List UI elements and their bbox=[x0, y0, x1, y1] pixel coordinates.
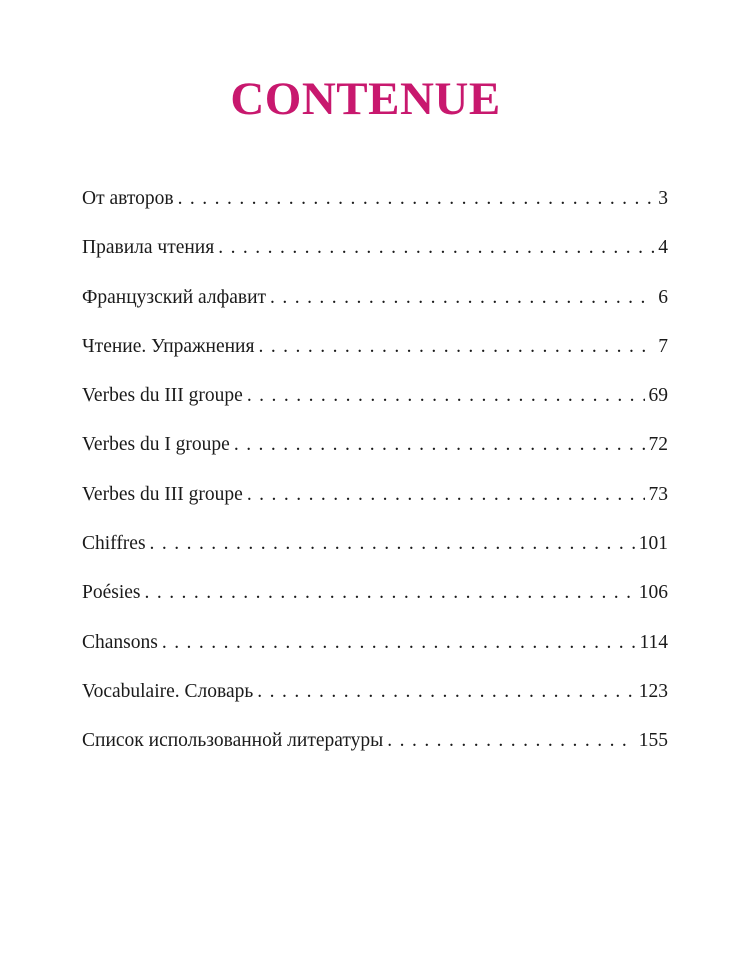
dot-leader bbox=[387, 730, 634, 752]
dot-leader bbox=[270, 287, 654, 309]
toc-entry-label: Чтение. Упражнения bbox=[82, 335, 255, 357]
toc-entry bbox=[82, 484, 668, 533]
dot-leader bbox=[234, 434, 645, 456]
toc-entry-label: Verbes du III groupe bbox=[82, 385, 243, 407]
dot-leader bbox=[145, 582, 635, 604]
toc-entry bbox=[82, 632, 668, 681]
dot-leader bbox=[162, 632, 636, 654]
dot-leader bbox=[218, 237, 654, 259]
table-of-contents bbox=[82, 188, 668, 780]
toc-entry bbox=[82, 434, 668, 483]
toc-entry-label: Правила чтения bbox=[82, 237, 215, 259]
toc-entry bbox=[82, 533, 668, 582]
toc-entry-label: Chansons bbox=[82, 631, 158, 653]
toc-entry bbox=[82, 730, 668, 779]
toc-entry-page: 73 bbox=[648, 483, 668, 505]
toc-entry-label: Verbes du I groupe bbox=[82, 434, 230, 456]
toc-entry bbox=[82, 336, 668, 385]
toc-entry-label: Verbes du III groupe bbox=[82, 483, 243, 505]
toc-entry-page: 6 bbox=[658, 286, 668, 308]
dot-leader bbox=[257, 681, 634, 703]
toc-entry-page: 69 bbox=[648, 385, 668, 407]
toc-entry-page: 3 bbox=[658, 188, 668, 209]
dot-leader bbox=[247, 484, 645, 506]
toc-entry-page: 4 bbox=[658, 237, 668, 259]
toc-entry-label: Французский алфавит bbox=[82, 286, 267, 308]
toc-entry-page: 123 bbox=[638, 680, 668, 702]
toc-entry-page: 106 bbox=[638, 582, 668, 604]
dot-leader bbox=[258, 336, 654, 358]
toc-entry-label: От авторов bbox=[82, 188, 174, 209]
toc-entry bbox=[82, 681, 668, 730]
toc-entry-label: Chiffres bbox=[82, 533, 146, 555]
toc-entry-label: Список использованной литературы bbox=[82, 730, 384, 752]
toc-entry bbox=[82, 385, 668, 434]
toc-entry-page: 7 bbox=[658, 335, 668, 357]
toc-entry-page: 114 bbox=[639, 631, 668, 653]
toc-entry-page: 101 bbox=[638, 533, 668, 555]
toc-entry bbox=[82, 582, 668, 631]
dot-leader bbox=[247, 385, 645, 407]
dot-leader bbox=[150, 533, 635, 555]
dot-leader bbox=[178, 188, 655, 210]
toc-entry-label: Poésies bbox=[82, 582, 141, 604]
toc-entry-page: 155 bbox=[638, 730, 668, 752]
toc-entry bbox=[82, 188, 668, 237]
toc-entry-page: 72 bbox=[648, 434, 668, 456]
toc-entry bbox=[82, 237, 668, 286]
page-title: CONTENUE bbox=[230, 73, 501, 125]
toc-entry bbox=[82, 287, 668, 336]
toc-entry-label: Vocabulaire. Словарь bbox=[82, 680, 254, 702]
